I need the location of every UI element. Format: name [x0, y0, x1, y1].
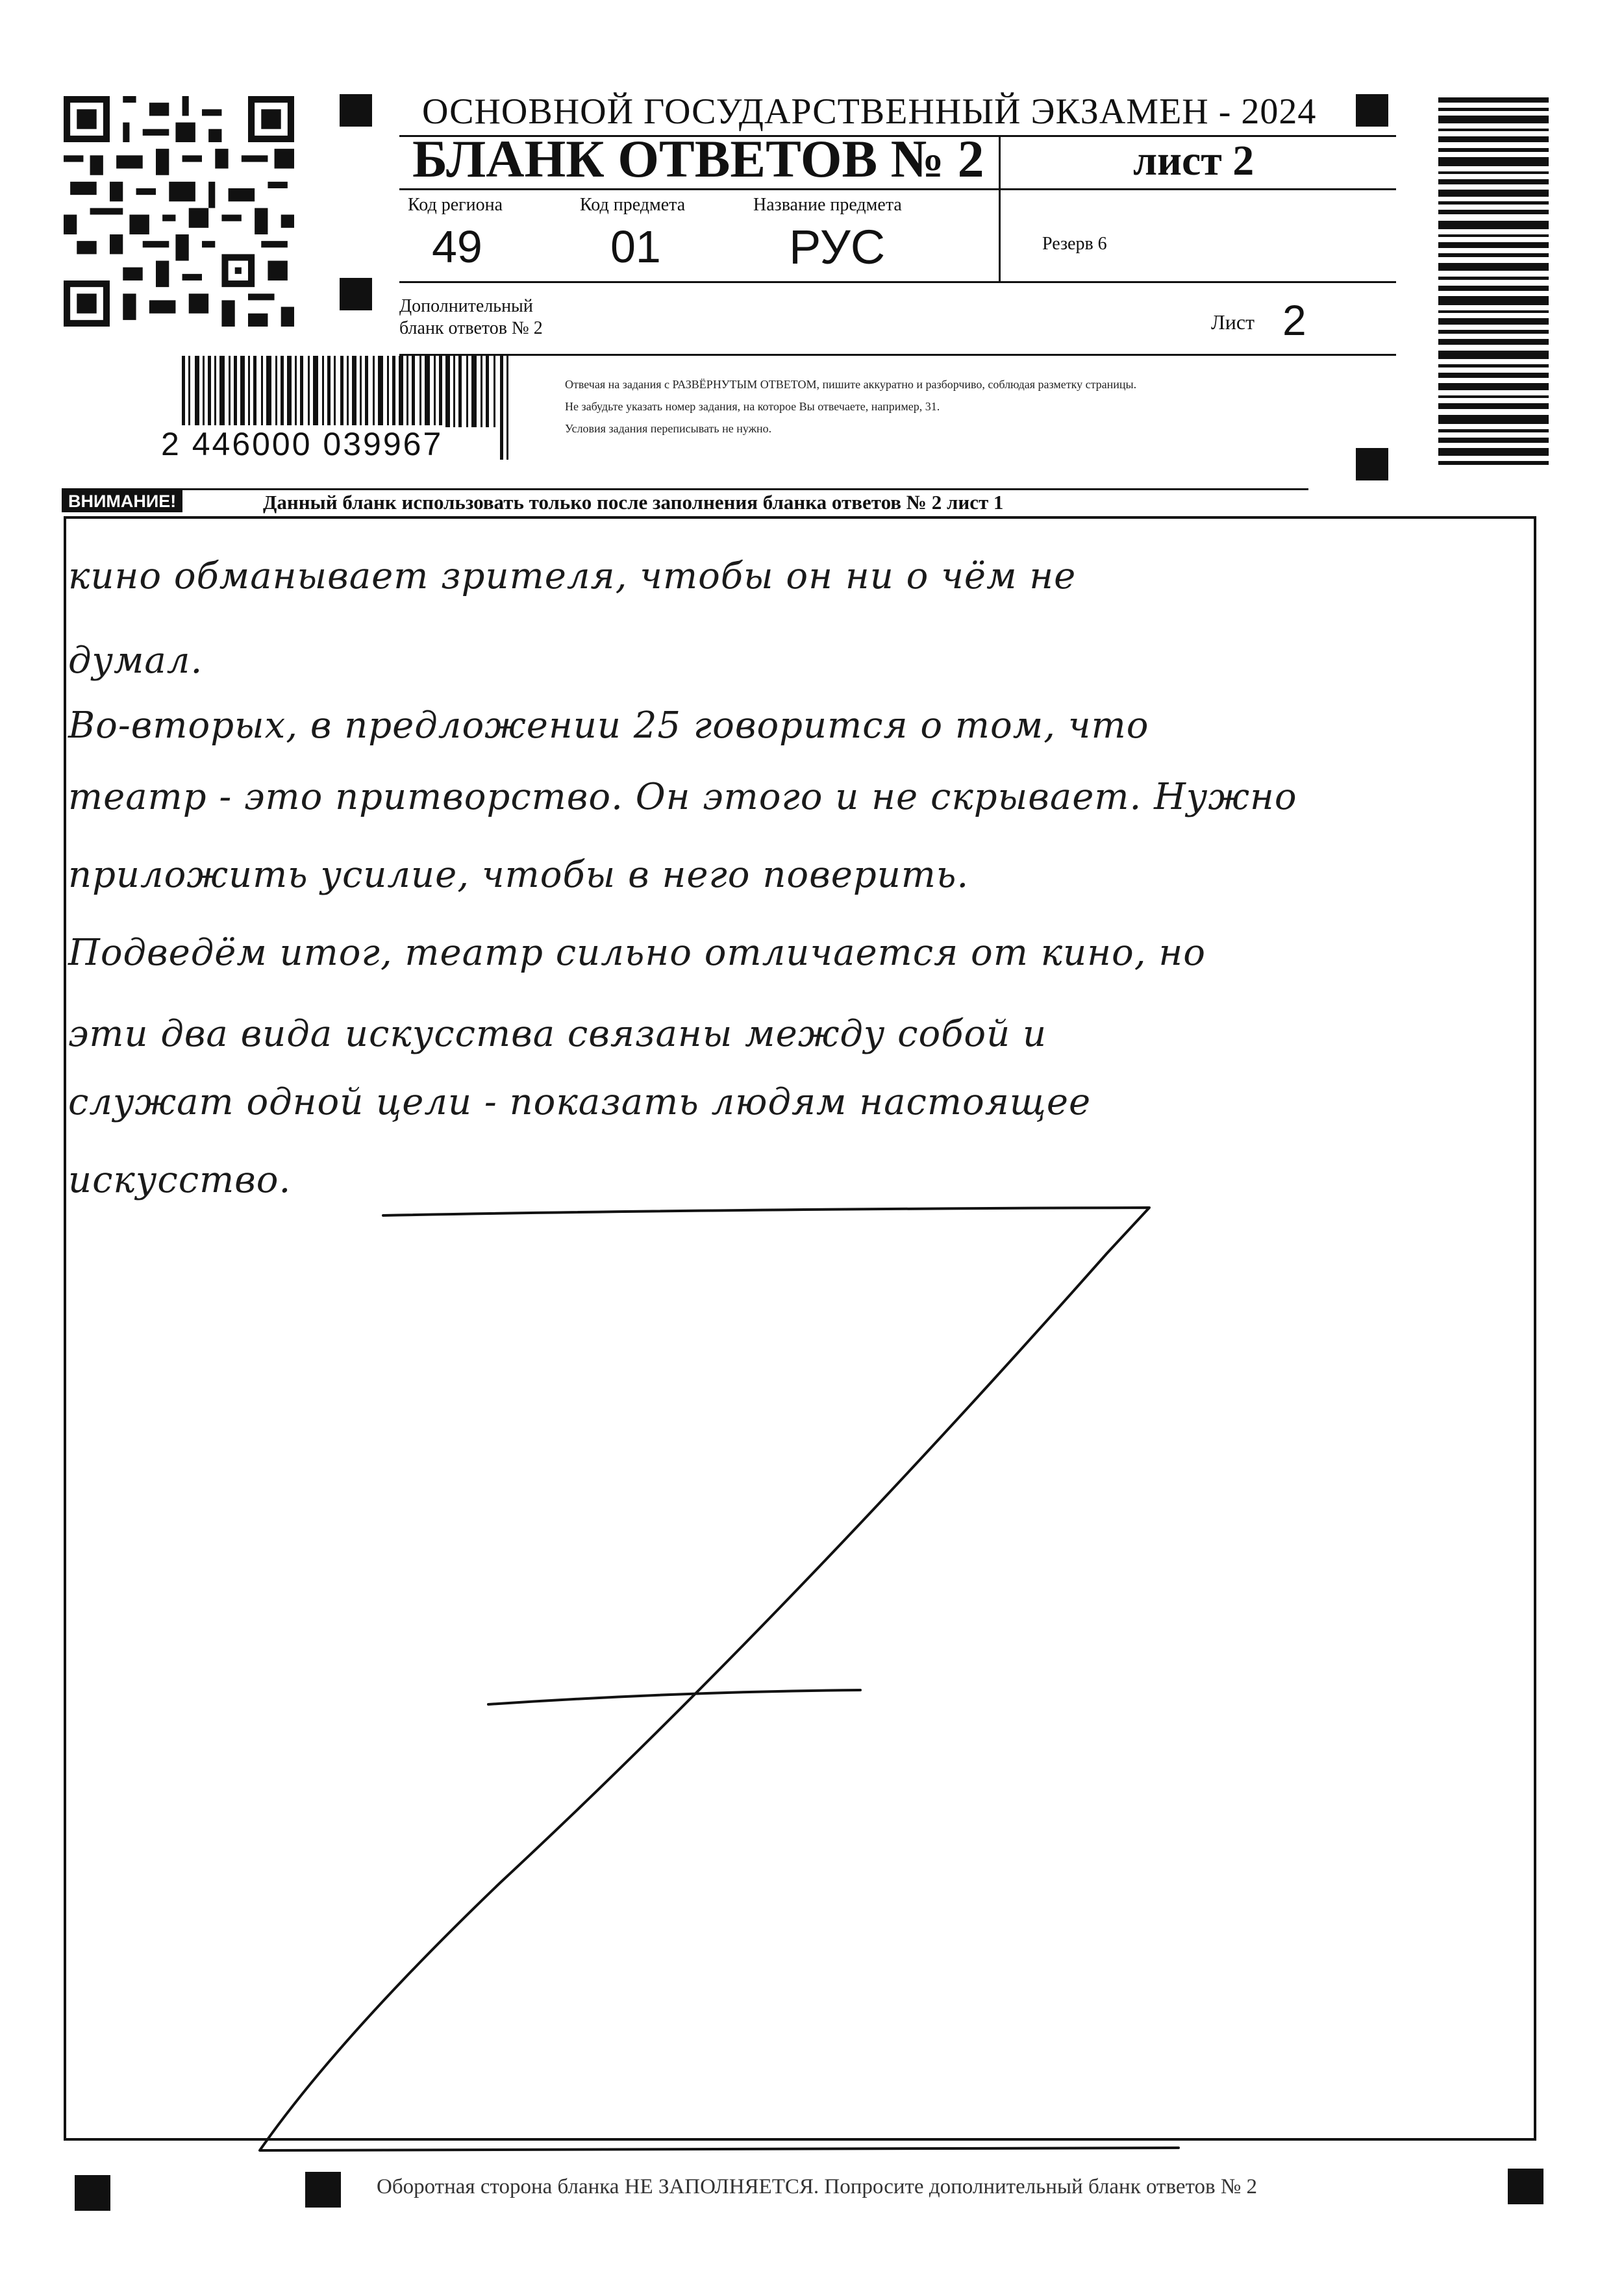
subject-name-value: РУС [789, 220, 886, 274]
warning-bar [62, 488, 1308, 514]
additional-row-line [399, 354, 1396, 356]
answer-line-2: думал. [68, 640, 203, 682]
answer-area [64, 516, 1536, 2141]
warning-badge: ВНИМАНИЕ! [62, 490, 182, 512]
sheet-number-value: 2 [1282, 296, 1306, 344]
codes-row-line [399, 281, 1396, 283]
subject-code-label: Код предмета [580, 195, 686, 215]
qr-code [64, 96, 294, 327]
instruction-line-2: Не забудьте указать номер задания, на которое Вы отвечаете, например, 31. [565, 400, 940, 413]
reserve-label: Резерв 6 [1042, 234, 1107, 254]
exam-title: ОСНОВНОЙ ГОСУДАРСТВЕННЫЙ ЭКЗАМЕН - 2024 [422, 92, 1317, 132]
instruction-line-3: Условия задания переписывать не нужно. [565, 422, 772, 435]
answer-line-7: эти два вида искусства связаны между собой и [68, 1013, 1047, 1055]
sheet-number-label: Лист [1211, 310, 1255, 334]
sheet-label: лист 2 [1133, 137, 1255, 184]
corner-marker-bottom-left [75, 2175, 110, 2211]
answer-line-4: театр - это притворство. Он этого и не скрывает. Нужно [68, 776, 1297, 818]
footer-text: Оборотная сторона бланка НЕ ЗАПОЛНЯЕТСЯ. Попросите дополнительный бланк ответов № 2 [377, 2175, 1258, 2198]
region-code-label: Код региона [408, 195, 503, 215]
corner-marker-top-left [340, 94, 372, 127]
answer-line-1: кино обманывает зрителя, чтобы он ни о чём не [68, 555, 1077, 597]
additional-form-label [399, 295, 543, 340]
corner-marker-top-right [1356, 94, 1388, 127]
subject-name-label: Название предмета [753, 195, 902, 215]
title-row-line [399, 188, 1396, 190]
instructions [565, 373, 1136, 440]
region-code-value: 49 [432, 221, 482, 272]
answer-line-9: искусство. [68, 1159, 292, 1201]
form-title: БЛАНК ОТВЕТОВ № 2 [412, 129, 984, 188]
warning-bar-line [62, 488, 1308, 490]
subject-code-value: 01 [610, 221, 661, 272]
answer-line-8: служат одной цели - показать людям настоящее [68, 1081, 1092, 1123]
corner-marker-mid-right [1356, 448, 1388, 480]
warning-text: Данный бланк использовать только после заполнения бланка ответов № 2 лист 1 [263, 491, 1004, 514]
corner-marker-mid-left [340, 278, 372, 310]
barcode-number: 2 446000 039967 [161, 426, 443, 462]
instruction-line-1: Отвечая на задания с РАЗВЁРНУТЫМ ОТВЕТОМ, пишите аккуратно и разборчиво, соблюдая разметку страницы. [565, 378, 1137, 391]
corner-marker-bottom-right [1508, 2169, 1543, 2204]
answer-line-6: Подведём итог, театр сильно отличается от кино, но [68, 932, 1206, 974]
additional-form-label-line2: бланк ответов № 2 [399, 318, 543, 338]
corner-marker-bottom-mid [305, 2172, 341, 2208]
side-barcode [1438, 97, 1549, 467]
answer-line-5: приложить усилие, чтобы в него поверить. [68, 854, 969, 896]
title-divider [999, 135, 1001, 281]
answer-line-3: Во-вторых, в предложении 25 говорится о том, что [68, 704, 1149, 747]
additional-form-label-line1: Дополнительный [399, 296, 533, 316]
